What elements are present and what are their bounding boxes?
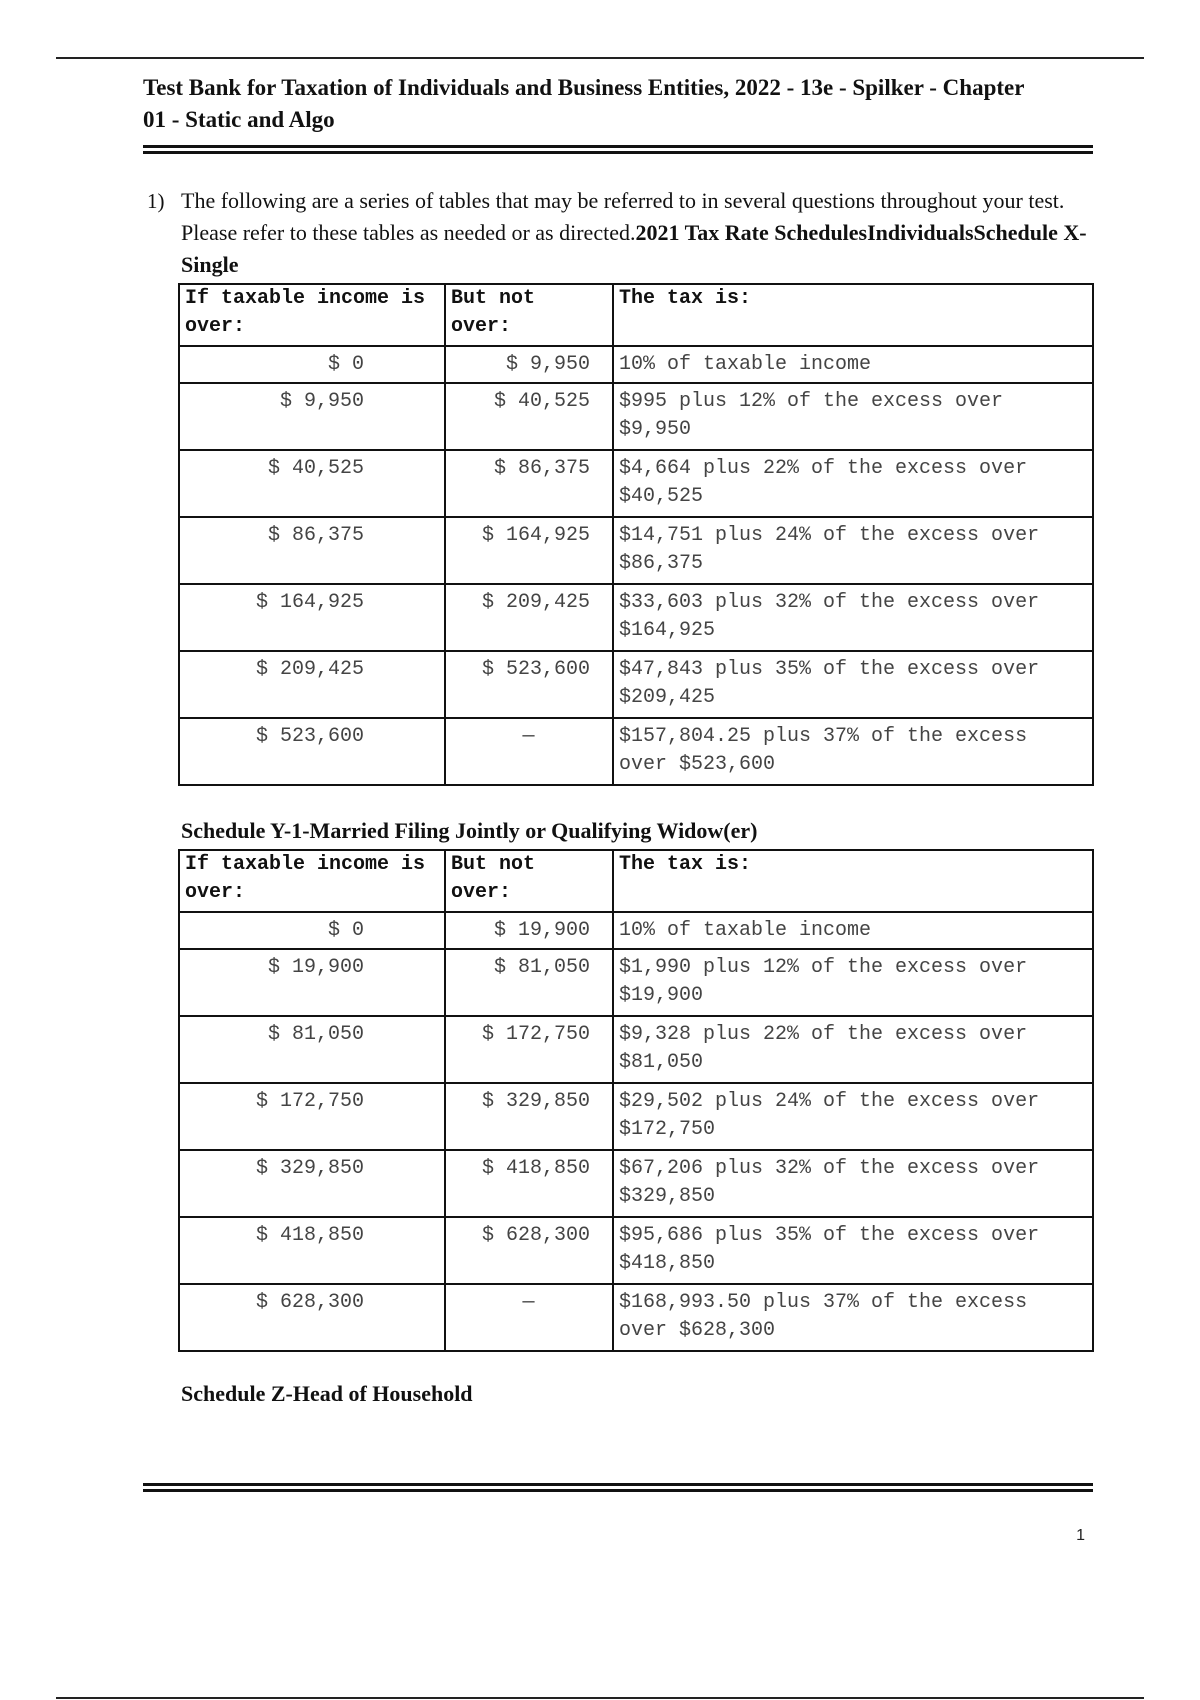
tax-cell: $995 plus 12% of the excess over $9,950 — [613, 383, 1093, 450]
not-over-cell: $ 86,375 — [445, 450, 613, 517]
income-over-cell: $ 0 — [179, 912, 445, 949]
tax-cell: $33,603 plus 32% of the excess over $164,925 — [613, 584, 1093, 651]
table-row — [179, 1284, 1093, 1351]
header-double-rule — [143, 145, 1093, 154]
income-over-cell: $ 86,375 — [179, 517, 445, 584]
tax-cell: 10% of taxable income — [613, 912, 1093, 949]
schedule-y-table — [178, 849, 1094, 1352]
table-row — [179, 1016, 1093, 1083]
header-but-not-over: But not over: — [445, 284, 613, 346]
schedule-x-table — [178, 283, 1094, 786]
not-over-cell: $ 164,925 — [445, 517, 613, 584]
income-over-cell: $ 40,525 — [179, 450, 445, 517]
tax-cell: $67,206 plus 32% of the excess over $329,850 — [613, 1150, 1093, 1217]
income-over-cell: $ 209,425 — [179, 651, 445, 718]
income-over-cell: $ 418,850 — [179, 1217, 445, 1284]
tax-cell: $168,993.50 plus 37% of the excess over $628,300 — [613, 1284, 1093, 1351]
top-page-rule — [56, 57, 1144, 59]
income-over-cell: $ 81,050 — [179, 1016, 445, 1083]
not-over-cell: $ 172,750 — [445, 1016, 613, 1083]
bottom-page-rule — [56, 1697, 1144, 1699]
footer-double-rule — [143, 1483, 1093, 1492]
header-income-over: If taxable income is over: — [179, 850, 445, 912]
question-bold-heading: 2021 Tax Rate SchedulesIndividualsSchedule X-Single — [181, 220, 1087, 277]
tax-cell: 10% of taxable income — [613, 346, 1093, 383]
schedule-y-heading: Schedule Y-1-Married Filing Jointly or Qualifying Widow(er) — [181, 818, 758, 843]
header-tax-is: The tax is: — [613, 284, 1093, 346]
document-title: Test Bank for Taxation of Individuals and Business Entities, 2022 - 13e - Spilker - Chapter 01 - Static and Algo — [143, 75, 1025, 132]
table-row — [179, 584, 1093, 651]
question-1 — [143, 185, 1093, 281]
tax-cell: $4,664 plus 22% of the excess over $40,525 — [613, 450, 1093, 517]
header-tax-is: The tax is: — [613, 850, 1093, 912]
tax-cell: $14,751 plus 24% of the excess over $86,375 — [613, 517, 1093, 584]
not-over-cell: $ 329,850 — [445, 1083, 613, 1150]
not-over-cell: $ 209,425 — [445, 584, 613, 651]
income-over-cell: $ 172,750 — [179, 1083, 445, 1150]
income-over-cell: $ 0 — [179, 346, 445, 383]
page-number: 1 — [1076, 1527, 1085, 1544]
not-over-cell: — — [445, 718, 613, 785]
tax-cell: $47,843 plus 35% of the excess over $209,425 — [613, 651, 1093, 718]
not-over-cell: $ 418,850 — [445, 1150, 613, 1217]
question-intro-text: The following are a series of tables that may be referred to in several questions throughout your test. Please refer to these tables as needed or as directed. — [181, 188, 1065, 245]
tax-cell: $95,686 plus 35% of the excess over $418,850 — [613, 1217, 1093, 1284]
income-over-cell: $ 9,950 — [179, 383, 445, 450]
question-text — [181, 185, 1093, 281]
page-header — [143, 72, 1093, 154]
header-income-over: If taxable income is over: — [179, 284, 445, 346]
table-row — [179, 1150, 1093, 1217]
table-row — [179, 651, 1093, 718]
income-over-cell: $ 523,600 — [179, 718, 445, 785]
tax-cell: $157,804.25 plus 37% of the excess over $523,600 — [613, 718, 1093, 785]
income-over-cell: $ 19,900 — [179, 949, 445, 1016]
tax-cell: $9,328 plus 22% of the excess over $81,050 — [613, 1016, 1093, 1083]
schedule-x-table-wrapper — [143, 283, 1094, 786]
not-over-cell: $ 81,050 — [445, 949, 613, 1016]
tax-cell: $1,990 plus 12% of the excess over $19,900 — [613, 949, 1093, 1016]
income-over-cell: $ 628,300 — [179, 1284, 445, 1351]
tax-cell: $29,502 plus 24% of the excess over $172,750 — [613, 1083, 1093, 1150]
table-row — [179, 718, 1093, 785]
table-row — [179, 912, 1093, 949]
income-over-cell: $ 329,850 — [179, 1150, 445, 1217]
table-row — [179, 346, 1093, 383]
table-row — [179, 517, 1093, 584]
not-over-cell: $ 19,900 — [445, 912, 613, 949]
income-over-cell: $ 164,925 — [179, 584, 445, 651]
not-over-cell: $ 523,600 — [445, 651, 613, 718]
table-row — [179, 383, 1093, 450]
question-number: 1) — [147, 189, 165, 213]
not-over-cell: — — [445, 1284, 613, 1351]
table-row — [179, 949, 1093, 1016]
schedule-z-heading: Schedule Z-Head of Household — [181, 1381, 473, 1406]
table-row — [179, 1217, 1093, 1284]
schedule-y-table-wrapper — [143, 849, 1094, 1352]
not-over-cell: $ 40,525 — [445, 383, 613, 450]
not-over-cell: $ 9,950 — [445, 346, 613, 383]
table-row — [179, 1083, 1093, 1150]
header-but-not-over: But not over: — [445, 850, 613, 912]
table-row — [179, 450, 1093, 517]
not-over-cell: $ 628,300 — [445, 1217, 613, 1284]
